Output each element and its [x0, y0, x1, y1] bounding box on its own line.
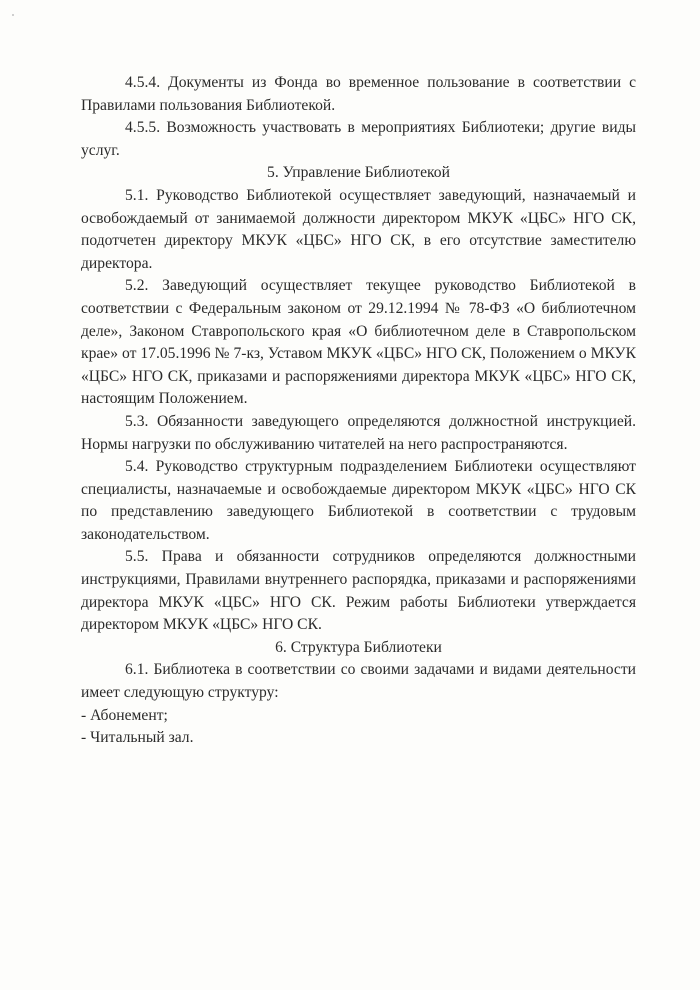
- scan-speck: [12, 14, 14, 16]
- paragraph-5-2: 5.2. Заведующий осуществляет текущее руководство Библиотекой в соответствии с Федеральным законом от 29.12.1994 № 78-ФЗ «О библиотечном деле», Законом Ставропольского края «О библиотечном деле в Ставропольском крае» от 17.05.1996 № 7-кз, Уставом МКУК «ЦБС» НГО СК, Положением о МКУК «ЦБС» НГО СК, приказами и распоряжениями директора МКУК «ЦБС» НГО СК, настоящим Положением.: [81, 277, 636, 408]
- list-item: - Абонемент;: [81, 706, 168, 724]
- paragraph-4-5-5: 4.5.5. Возможность участвовать в мероприятиях Библиотеки; другие виды услуг.: [81, 119, 636, 159]
- section-heading-6: 6. Структура Библиотеки: [275, 638, 442, 656]
- paragraph-4-5-4: 4.5.4. Документы из Фонда во временное пользование в соответствии с Правилами пользования Библиотекой.: [81, 74, 636, 114]
- paragraph-5-4: 5.4. Руководство структурным подразделением Библиотеки осуществляют специалисты, назначаемые и освобождаемые директором МКУК «ЦБС» НГО СК по представлению заведующего Библиотекой в соответствии с трудовым законодательством.: [81, 458, 636, 543]
- paragraph-5-1: 5.1. Руководство Библиотекой осуществляет заведующий, назначаемый и освобождаемый от занимаемой должности директором МКУК «ЦБС» НГО СК, подотчетен директору МКУК «ЦБС» НГО СК, в его отсутствие заместителю директора.: [81, 186, 636, 272]
- paragraph-6-1: 6.1. Библиотека в соответствии со своими задачами и видами деятельности имеет следующую структуру:: [81, 661, 636, 702]
- paragraph-5-3: 5.3. Обязанности заведующего определяются должностной инструкцией. Нормы нагрузки по обслуживанию читателей на него распространяются.: [81, 412, 636, 453]
- list-item: - Читальный зал.: [81, 729, 194, 747]
- section-heading-5: 5. Управление Библиотекой: [267, 164, 450, 182]
- paragraph-5-5: 5.5. Права и обязанности сотрудников определяются должностными инструкциями, Правилами внутреннего распорядка, приказами и распоряжениями директора МКУК «ЦБС» НГО СК. Режим работы Библиотеки утверждается директором МКУК «ЦБС» НГО СК.: [81, 548, 636, 634]
